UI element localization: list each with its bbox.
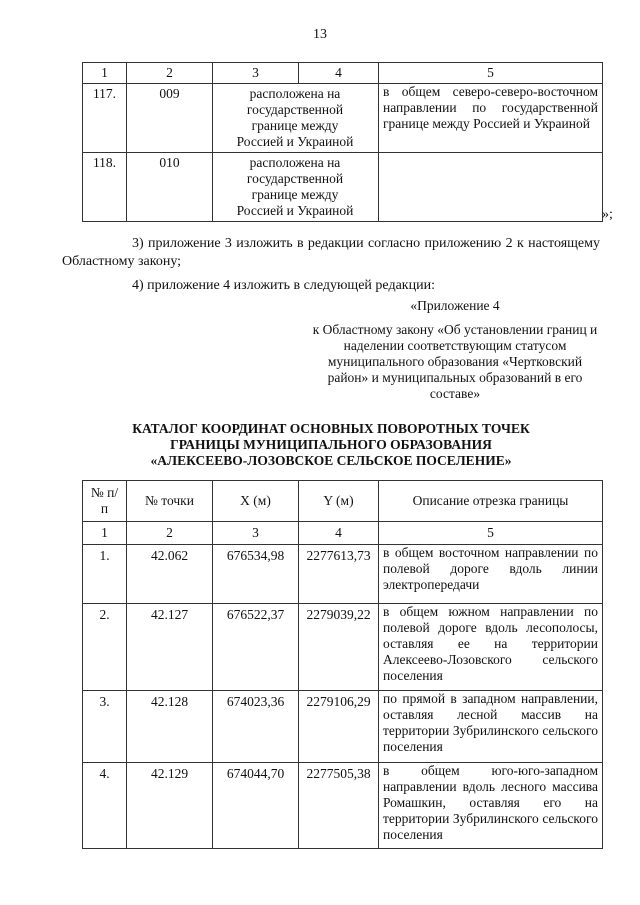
segment-description: по прямой в западном направлении, оставляя лесной массив на территории Зубрилинского сельского поселения xyxy=(379,691,603,763)
catalog-title xyxy=(62,421,600,469)
row-number: 3. xyxy=(83,691,127,763)
catalog-title-line: «АЛЕКСЕЕВО-ЛОЗОВСКОЕ СЕЛЬСКОЕ ПОСЕЛЕНИЕ» xyxy=(150,453,512,468)
segment-description: в общем юго-юго-западном направлении вдоль лесного массива Ромашкин, оставляя его на территории Зубрилинского сельского поселения xyxy=(379,763,603,849)
row-number: 117. xyxy=(83,84,127,153)
x-coordinate: 674044,70 xyxy=(213,763,299,849)
column-index: 2 xyxy=(127,522,213,545)
coordinates-catalog-table xyxy=(82,480,603,849)
page-number: 13 xyxy=(313,27,327,42)
segment-description: в общем восточном направлении по полевой дороге вдоль линии электропередачи xyxy=(379,545,603,604)
y-coordinate: 2279106,29 xyxy=(299,691,379,763)
row-number: 2. xyxy=(83,604,127,691)
point-number: 009 xyxy=(127,84,213,153)
appendix-heading xyxy=(310,298,600,402)
point-number: 42.129 xyxy=(127,763,213,849)
paragraph-item-4: 4) приложение 4 изложить в следующей редакции: xyxy=(132,278,435,293)
x-coordinate: 676534,98 xyxy=(213,545,299,604)
table-header-row xyxy=(83,481,603,522)
table-index-row xyxy=(83,522,603,545)
appendix-title: «Приложение 4 xyxy=(410,298,500,313)
point-status: расположена на государственной границе между Россией и Украиной xyxy=(213,153,379,222)
x-coordinate: 676522,37 xyxy=(213,604,299,691)
point-status: расположена на государственной границе между Россией и Украиной xyxy=(213,84,379,153)
column-header: X (м) xyxy=(213,481,299,522)
point-number: 42.062 xyxy=(127,545,213,604)
point-number: 010 xyxy=(127,153,213,222)
paragraph-item-3: 3) приложение 3 изложить в редакции согласно приложению 2 к настоящему Областному закону; xyxy=(62,236,600,269)
table-row xyxy=(83,84,603,153)
column-header: 5 xyxy=(379,63,603,84)
column-header: Описание отрезка границы xyxy=(379,481,603,522)
column-header: Y (м) xyxy=(299,481,379,522)
row-number: 118. xyxy=(83,153,127,222)
table-row xyxy=(83,604,603,691)
table-row xyxy=(83,763,603,849)
column-header: 3 xyxy=(213,63,299,84)
y-coordinate: 2279039,22 xyxy=(299,604,379,691)
column-index: 1 xyxy=(83,522,127,545)
column-header: 1 xyxy=(83,63,127,84)
row-number: 1. xyxy=(83,545,127,604)
point-number: 42.128 xyxy=(127,691,213,763)
point-number: 42.127 xyxy=(127,604,213,691)
catalog-title-line: КАТАЛОГ КООРДИНАТ ОСНОВНЫХ ПОВОРОТНЫХ ТОЧЕК xyxy=(132,421,530,436)
column-index: 3 xyxy=(213,522,299,545)
table-row xyxy=(83,153,603,222)
column-header: № п/п xyxy=(83,481,127,522)
closing-quote: »; xyxy=(602,207,613,222)
table-row xyxy=(83,545,603,604)
table-row xyxy=(83,691,603,763)
appendix-subtitle: к Областному закону «Об установлении границ и наделении соответствующим статусом муниципального образования «Чертковский район» и муниципальных образований в его составе» xyxy=(312,322,598,401)
segment-description xyxy=(379,153,603,222)
y-coordinate: 2277613,73 xyxy=(299,545,379,604)
column-header: 2 xyxy=(127,63,213,84)
column-header: № точки xyxy=(127,481,213,522)
segment-description: в общем южном направлении по полевой дороге вдоль лесополосы, оставляя ее на территории Алексеево-Лозовского сельского поселения xyxy=(379,604,603,691)
segment-description: в общем северо-северо-восточном направлении по государственной границе между Россией и Украиной xyxy=(379,84,603,153)
catalog-title-line: ГРАНИЦЫ МУНИЦИПАЛЬНОГО ОБРАЗОВАНИЯ xyxy=(170,437,492,452)
row-number: 4. xyxy=(83,763,127,849)
column-header: 4 xyxy=(299,63,379,84)
column-index: 5 xyxy=(379,522,603,545)
column-index: 4 xyxy=(299,522,379,545)
x-coordinate: 674023,36 xyxy=(213,691,299,763)
y-coordinate: 2277505,38 xyxy=(299,763,379,849)
boundary-points-table-continued xyxy=(82,62,603,222)
table-header-row xyxy=(83,63,603,84)
